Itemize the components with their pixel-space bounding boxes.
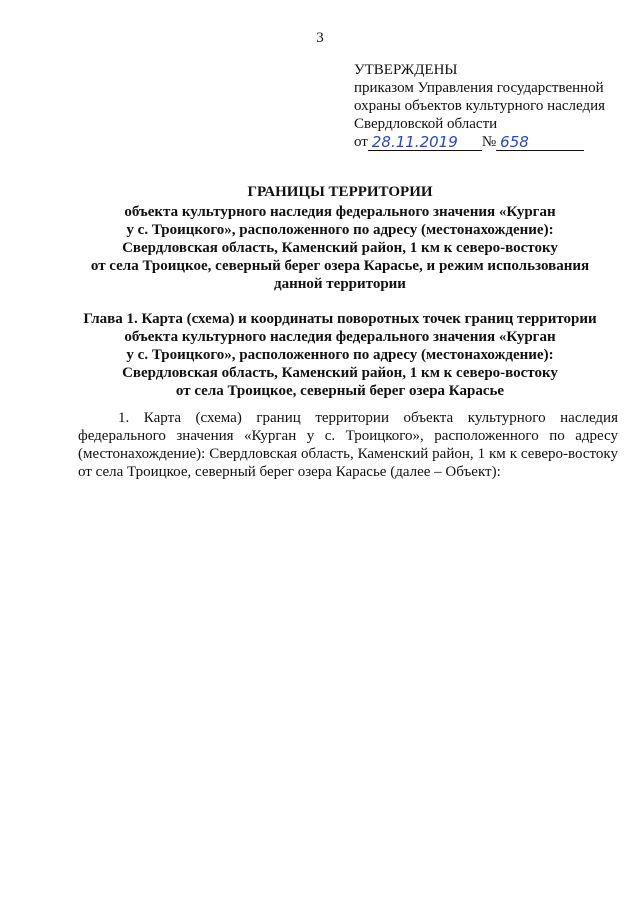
page-number: 3 <box>316 30 324 46</box>
chapter-heading: Глава 1. Карта (схема) и координаты поворотных точек границ территории объекта культурного наследия федерального значения «Курган у с. Троицкого», расположенного по адресу (местонахождение): Свердловская область, Каменский район, 1 км к северо-востоку от села Троицкое, северный берег озера Карасье <box>83 311 597 399</box>
approval-line-2: охраны объектов культурного наследия <box>354 98 606 114</box>
approval-line-3: Свердловской области <box>354 116 498 132</box>
approval-date-row <box>354 133 634 151</box>
date-prefix: от <box>354 134 368 150</box>
approval-heading: УТВЕРЖДЕНЫ <box>354 62 458 78</box>
handwritten-date: 28.11.2019 <box>368 134 482 151</box>
paragraph-1: 1. Карта (схема) границ территории объекта культурного наследия федерального значения «Курган у с. Троицкого», расположенного по адресу (местонахождение): Свердловская область, Каменский район, 1 км к северо-востоку от села Троицкое, северный берег озера Карасье (далее – Объект): <box>78 410 618 480</box>
title-main: ГРАНИЦЫ ТЕРРИТОРИИ <box>247 184 433 200</box>
approval-line-1: приказом Управления государственной <box>354 80 604 96</box>
number-label: № <box>481 134 497 150</box>
approval-block <box>354 61 634 151</box>
title-subtitle: объекта культурного наследия федерального значения «Курган у с. Троицкого», расположенного по адресу (местонахождение): Свердловская область, Каменский район, 1 км к северо-востоку от села Троицкое, северный берег озера Карасье, и режим использования данной территории <box>90 204 590 292</box>
document-title <box>60 183 620 293</box>
handwritten-number: 658 <box>496 134 584 151</box>
